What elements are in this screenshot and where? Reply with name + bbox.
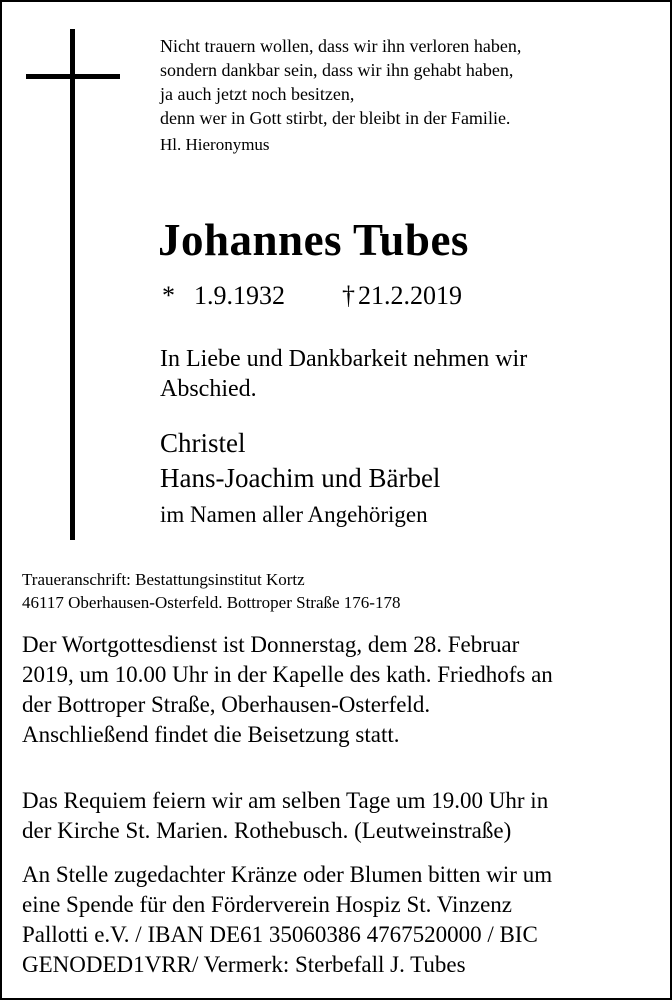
requiem-paragraph — [22, 786, 662, 846]
birth-star-icon: * — [162, 281, 175, 310]
quote-author: Hl. Hieronymus — [160, 135, 270, 154]
paragraph-line: GENODED1VRR/ Vermerk: Sterbefall J. Tubes — [22, 952, 466, 977]
donation-paragraph — [22, 860, 662, 980]
birth-date: 1.9.1932 — [194, 281, 285, 310]
memorial-quote — [160, 34, 660, 130]
deceased-name: Johannes Tubes — [158, 215, 469, 265]
paragraph-line: Pallotti e.V. / IBAN DE61 35060386 4767520000 / BIC — [22, 922, 538, 947]
death-cross-icon: † — [342, 281, 355, 310]
mourner-name: Christel — [160, 428, 246, 458]
paragraph-line: eine Spende für den Förderverein Hospiz St. Vinzenz — [22, 892, 512, 917]
paragraph-line: Das Requiem feiern wir am selben Tage um 19.00 Uhr in — [22, 788, 549, 813]
quote-line: denn wer in Gott stirbt, der bleibt in der Familie. — [160, 108, 511, 128]
paragraph-line: 2019, um 10.00 Uhr in der Kapelle des kath. Friedhofs an — [22, 662, 553, 687]
cross-icon-bar — [26, 74, 120, 79]
paragraph-line: Der Wortgottesdienst ist Donnerstag, dem 28. Februar — [22, 632, 520, 657]
mourner-name: Hans-Joachim und Bärbel — [160, 463, 441, 493]
farewell-text: In Liebe und Dankbarkeit nehmen wir Abschied. — [160, 346, 528, 402]
quote-line: Nicht trauern wollen, dass wir ihn verloren haben, — [160, 36, 522, 56]
quote-line: sondern dankbar sein, dass wir ihn gehabt haben, — [160, 60, 514, 80]
family-note: im Namen aller Angehörigen — [160, 502, 428, 527]
address-line: 46117 Oberhausen-Osterfeld. Bottroper Straße 176-178 — [22, 593, 401, 612]
paragraph-line: der Bottroper Straße, Oberhausen-Osterfeld. — [22, 692, 431, 717]
paragraph-line: der Kirche St. Marien. Rothebusch. (Leutweinstraße) — [22, 818, 512, 843]
address-line: Traueranschrift: Bestattungsinstitut Kortz — [22, 570, 305, 589]
paragraph-line: An Stelle zugedachter Kränze oder Blumen bitten wir um — [22, 862, 553, 887]
quote-line: ja auch jetzt noch besitzen, — [160, 84, 355, 104]
paragraph-line: Anschließend findet die Beisetzung statt. — [22, 722, 400, 747]
mourning-address — [22, 568, 400, 614]
service-paragraph — [22, 630, 662, 750]
cross-icon — [70, 29, 75, 540]
death-date: 21.2.2019 — [358, 281, 462, 310]
